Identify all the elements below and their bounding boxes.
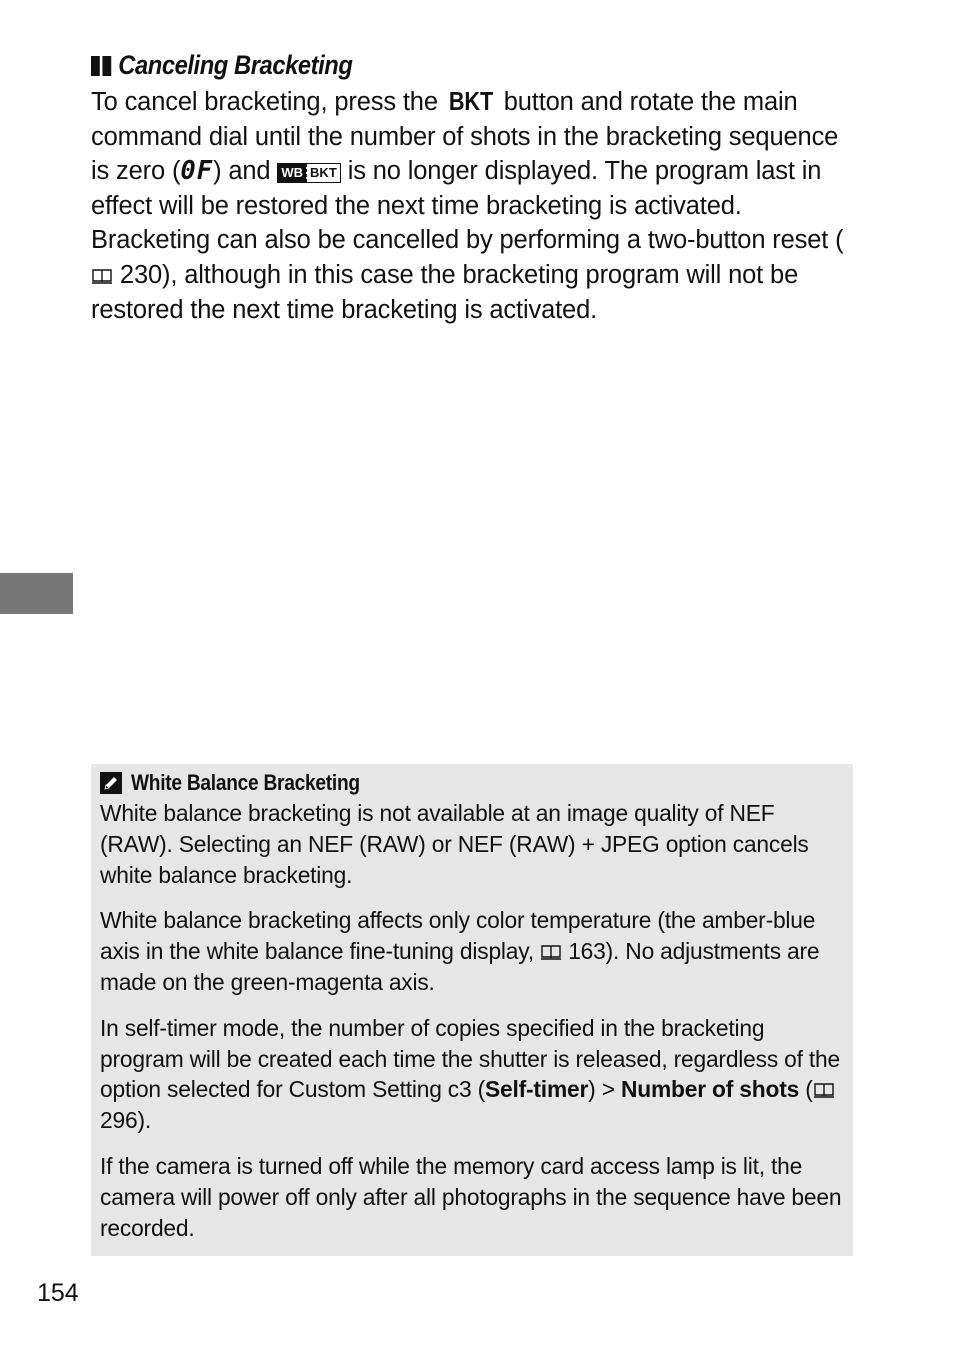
note-paragraph-3 xyxy=(100,1013,843,1136)
wb-label: WB xyxy=(278,164,306,182)
para-text-3: ) and xyxy=(213,157,278,186)
section-body-paragraph xyxy=(91,85,861,327)
page-reference-230[interactable]: 230 xyxy=(113,260,163,289)
number-of-shots-label: Number of shots xyxy=(620,1076,800,1103)
para-text-1: To cancel bracketing, press the xyxy=(91,88,445,116)
note-title xyxy=(100,770,843,796)
bkt-label: BKT xyxy=(306,164,340,182)
bkt-button-label: BKT xyxy=(448,88,493,116)
page-reference-296[interactable]: 296 xyxy=(100,1107,138,1134)
pencil-note-icon xyxy=(100,772,122,794)
book-reference-icon xyxy=(91,268,113,284)
wb-bkt-indicator-icon xyxy=(277,163,340,183)
note-p3-text-2: ) > xyxy=(588,1076,621,1103)
note-paragraph-2 xyxy=(100,905,843,997)
section-canceling-bracketing xyxy=(91,50,861,327)
book-reference-icon xyxy=(813,1082,835,1098)
para-text-2: button and rotate the main command dial until the number of shots in the bracketing sequence is zero ( xyxy=(91,88,839,186)
off-display-glyph: 0F xyxy=(180,156,214,187)
para-text-5: ), although in this case the bracketing program will not be restored the next time bracketing is activated. xyxy=(91,260,799,324)
section-heading xyxy=(91,50,769,81)
double-square-marker-icon xyxy=(91,56,111,76)
note-paragraph-4: If the camera is turned off while the memory card access lamp is lit, the camera will power off only after all photographs in the sequence have been recorded. xyxy=(100,1152,842,1241)
note-title-text: White Balance Bracketing xyxy=(131,770,360,795)
note-p2-text-2: ). No adjustments are made on the green-magenta axis. xyxy=(100,938,820,995)
section-heading-text: Canceling Bracketing xyxy=(118,50,353,80)
note-p3-text-3: ( xyxy=(799,1076,813,1103)
page-number: 154 xyxy=(37,1279,79,1307)
chapter-side-tab xyxy=(0,573,73,614)
para-text-4: is no longer displayed. The program last in effect will be restored the next time bracketing is activated. Bracketing can also be cancelled by performing a two-button reset ( xyxy=(91,157,844,255)
note-paragraph-1: White balance bracketing is not available at an image quality of NEF (RAW). Selecting an NEF (RAW) or NEF (RAW) + JPEG option cancels white balance bracketing. xyxy=(100,800,809,888)
note-box-white-balance-bracketing xyxy=(91,764,853,1256)
page-reference-163[interactable]: 163 xyxy=(562,938,606,965)
note-p3-text-1: In self-timer mode, the number of copies specified in the bracketing program will be created each time the shutter is released, regardless of the option selected for Custom Setting c3 ( xyxy=(100,1014,841,1103)
note-p2-text-1: White balance bracketing affects only color temperature (the amber-blue axis in the white balance fine-tuning display, xyxy=(100,907,816,965)
self-timer-label: Self-timer xyxy=(485,1076,589,1103)
book-reference-icon xyxy=(540,944,562,960)
note-p3-text-4: ). xyxy=(137,1107,151,1134)
